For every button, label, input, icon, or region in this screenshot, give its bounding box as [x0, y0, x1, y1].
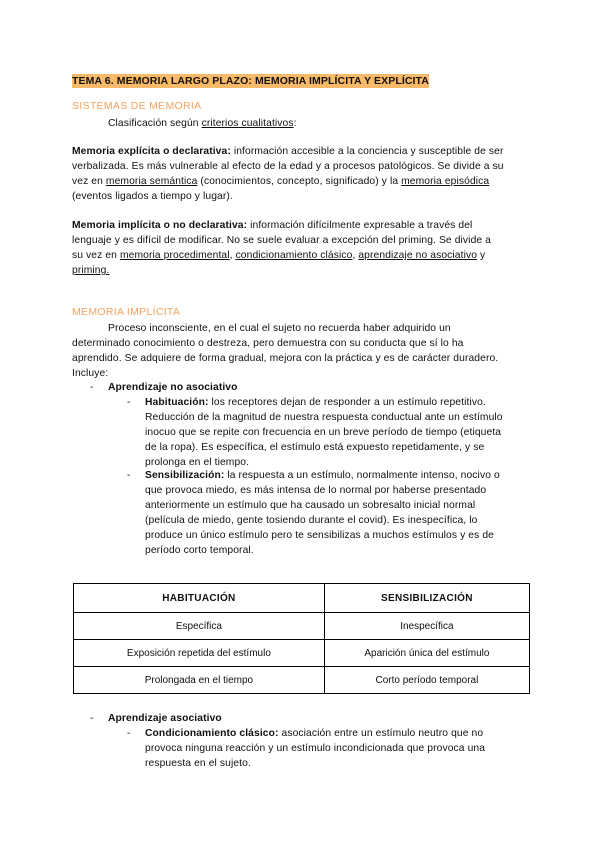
sen-line-5: produce un único estímulo pero te sensibilizas a muchos estímulos y es de [145, 530, 494, 541]
table-header-row [74, 584, 530, 613]
memoria-procedimental-term: memoria procedimental [119, 250, 230, 261]
table-cell: Exposición repetida del estímulo [74, 640, 325, 667]
sub-bullet-dash: - [127, 728, 131, 739]
memoria-episodica-term: memoria episódica [401, 176, 490, 187]
sistemas-intro [108, 116, 297, 131]
explicita-l3b: (conocimientos, concepto, significado) y la [197, 176, 402, 187]
table-row [74, 613, 530, 640]
condicionamiento-term: Condicionamiento clásico: [145, 728, 279, 739]
table-cell: Específica [74, 613, 325, 640]
implicita-paragraph [72, 321, 542, 381]
implicita-def-line-1 [72, 218, 542, 233]
sensibilizacion-term: Sensibilización: [145, 470, 225, 481]
intro-underlined: criterios cualitativos [201, 118, 294, 129]
sen-line-6: período corto temporal. [145, 545, 254, 556]
comparison-table [73, 583, 530, 694]
sep-2: , [352, 250, 359, 261]
table-row [74, 640, 530, 667]
table-cell: Inespecífica [324, 613, 529, 640]
hab-line-4: de la ropa). Es específica, el estímulo está expuesto repetidamente, y se [145, 442, 485, 453]
cc-l1: asociación entre un estímulo neutro que no [278, 728, 484, 739]
sub-bullet-dash: - [127, 397, 131, 408]
section-heading-sistemas: SISTEMAS DE MEMORIA [72, 100, 202, 112]
implicita-term: Memoria implícita o no declarativa: [72, 220, 248, 231]
priming-term: priming. [72, 265, 110, 276]
implicita-def-paragraph [72, 218, 542, 278]
sub-bullet-dash: - [127, 470, 131, 481]
implicita-def-line-2: lenguaje y es difícil de modificar. No se suele evaluar a excepción del priming. Se divide a [72, 235, 492, 246]
table-cell: Prolongada en el tiempo [74, 667, 325, 694]
condicionamiento-item [145, 726, 545, 771]
explicita-line-2: verbalizada. Es más vulnerable al efecto de la edad y a procesos patológicos. Se divide a su [72, 161, 504, 172]
no-asociativo-label-text: Aprendizaje no asociativo [108, 382, 238, 393]
page-title [72, 71, 429, 89]
sen-line-3: anteriormente un estímulo que ha causado un sobresalto inicial normal [145, 500, 476, 511]
implicita-def-l1: información difícilmente expresable a través del [247, 220, 473, 231]
intro-prefix: Clasificación según [108, 118, 202, 129]
sen-line-1 [145, 468, 545, 483]
habituacion-item [145, 395, 545, 470]
bullet-dash: - [90, 382, 94, 393]
sep-3: y [477, 250, 486, 261]
explicita-term: Memoria explícita o declarativa: [72, 146, 231, 157]
implicita-def-l3a: su vez en [72, 250, 120, 261]
explicita-line-1 [72, 144, 542, 159]
title-highlight: TEMA 6. MEMORIA LARGO PLAZO: MEMORIA IMPLÍCITA Y EXPLÍCITA [72, 75, 429, 87]
implicita-def-line-3 [72, 248, 542, 263]
aprendizaje-no-asociativo-term: aprendizaje no asociativo [358, 250, 478, 261]
condicionamiento-clasico-term: condicionamiento clásico [235, 250, 353, 261]
cc-line-2: provoca ninguna reacción y un estímulo incondicionada que provoca una [145, 743, 486, 754]
asociativo-label-text: Aprendizaje asociativo [108, 713, 222, 724]
implicita-line-2: determinado conocimiento o destreza, pero demuestra con su conducta que sí lo ha [72, 338, 464, 349]
table-row [74, 667, 530, 694]
intro-suffix: : [293, 118, 297, 129]
cc-line-3: respuesta en el sujeto. [145, 758, 251, 769]
sep-1: , [229, 250, 236, 261]
habituacion-term: Habituación: [145, 397, 209, 408]
explicita-paragraph [72, 144, 542, 204]
cc-line-1 [145, 726, 545, 741]
memoria-semantica-term: memoria semántica [105, 176, 198, 187]
bullet-dash: - [90, 713, 94, 724]
sen-line-2: que provoca miedo, es más intensa de lo normal por haberse presentado [145, 485, 487, 496]
table-cell: Aparición única del estímulo [324, 640, 529, 667]
table-cell: Corto período temporal [324, 667, 529, 694]
sensibilizacion-item [145, 468, 545, 558]
no-asociativo-label [108, 380, 238, 395]
implicita-line-1: Proceso inconsciente, en el cual el sujeto no recuerda haber adquirido un [108, 323, 451, 334]
explicita-line-3 [72, 174, 542, 189]
hab-l1: los receptores dejan de responder a un estímulo repetitivo. [208, 397, 486, 408]
hab-line-3: inocuo que se repite con frecuencia en un breve período de tiempo (etiqueta [145, 427, 502, 438]
table-header-sensibilizacion: SENSIBILIZACIÓN [324, 584, 529, 613]
implicita-line-3: aprendido. Se adquiere de forma gradual, mejora con la práctica y es de carácter duradero. [72, 353, 499, 364]
asociativo-label [108, 711, 222, 726]
explicita-l3a: vez en [72, 176, 106, 187]
hab-line-1 [145, 395, 545, 410]
hab-line-5: prolonga en el tiempo. [145, 457, 250, 468]
sen-l1: la respuesta a un estímulo, normalmente intenso, nocivo o [224, 470, 500, 481]
sen-line-4: (película de miedo, gente tosiendo durante el covid). Es inespecífica, lo [145, 515, 478, 526]
implicita-line-4: Incluye: [72, 368, 109, 379]
hab-line-2: Reducción de la magnitud de nuestra respuesta conductual ante un estímulo [145, 412, 503, 423]
explicita-l1: información accesible a la conciencia y susceptible de ser [230, 146, 504, 157]
explicita-line-4: (eventos ligados a tiempo y lugar). [72, 191, 233, 202]
table-header-habituacion: HABITUACIÓN [74, 584, 325, 613]
section-heading-implicita: MEMORIA IMPLÍCITA [72, 306, 181, 318]
